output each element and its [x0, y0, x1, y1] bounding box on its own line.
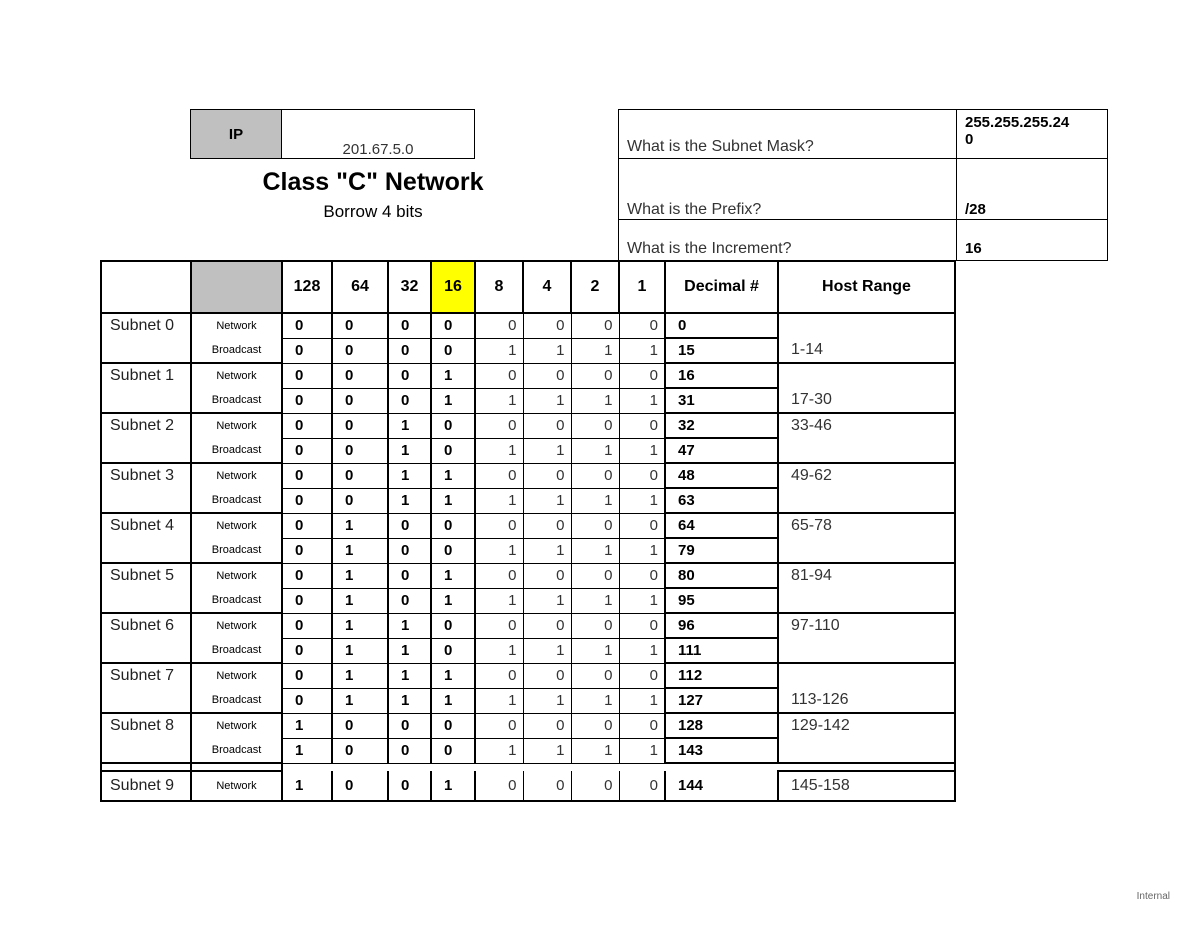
host-bit-cell: 1 [619, 688, 665, 713]
subnet-bit-cell: 1 [431, 663, 475, 688]
table-row-network [101, 313, 955, 338]
subnet-bit-cell: 0 [431, 513, 475, 538]
subnet-bit-cell: 0 [431, 313, 475, 338]
question-subnet-mask [619, 110, 1107, 159]
host-bit-cell: 0 [475, 513, 523, 538]
subnet-name-cell: Subnet 3 [101, 463, 191, 488]
subnet-bit-cell: 1 [388, 488, 431, 513]
subnet-name-cell [101, 438, 191, 463]
network-label: Network [191, 463, 282, 488]
decimal-cell: 15 [665, 338, 778, 363]
host-bit-cell: 0 [571, 663, 619, 688]
question-prefix [619, 159, 1107, 219]
subnet-bit-cell: 1 [282, 713, 332, 738]
decimal-cell: 80 [665, 563, 778, 588]
subnet-bit-cell: 0 [332, 438, 388, 463]
host-range-cell: 145-158 [778, 771, 955, 801]
answer-prefix: /28 [965, 201, 986, 218]
broadcast-label: Broadcast [191, 388, 282, 413]
answer-increment: 16 [965, 240, 982, 257]
host-range-cell: 113-126 [778, 688, 955, 713]
subnet-bit-cell: 0 [282, 538, 332, 563]
host-bit-cell: 0 [475, 413, 523, 438]
decimal-cell: 0 [665, 313, 778, 338]
subnet-bit-cell: 0 [388, 771, 431, 801]
host-bit-cell: 1 [619, 588, 665, 613]
host-bit-cell: 1 [475, 438, 523, 463]
subnet-bit-cell: 1 [332, 613, 388, 638]
host-range-cell [778, 363, 955, 388]
decimal-cell: 128 [665, 713, 778, 738]
subnet-bit-cell: 1 [388, 688, 431, 713]
host-bit-cell: 1 [571, 388, 619, 413]
subnet-bit-cell: 0 [388, 563, 431, 588]
ip-label: IP [190, 109, 282, 159]
subnet-name-cell [101, 388, 191, 413]
question-text: What is the Increment? [627, 240, 792, 257]
host-range-cell: 97-110 [778, 613, 955, 638]
decimal-cell: 16 [665, 363, 778, 388]
host-bit-cell: 1 [475, 538, 523, 563]
host-bit-cell: 0 [475, 771, 523, 801]
subnet-name-cell: Subnet 1 [101, 363, 191, 388]
spacer-cell [191, 763, 282, 771]
host-range-cell [778, 313, 955, 338]
decimal-cell: 48 [665, 463, 778, 488]
subnet-bit-cell: 0 [282, 663, 332, 688]
network-label: Network [191, 663, 282, 688]
decimal-cell: 144 [665, 771, 778, 801]
bit-header-64: 64 [332, 261, 388, 313]
question-increment [619, 220, 1107, 260]
subnet-bit-cell: 0 [431, 538, 475, 563]
subnet-bit-cell: 0 [431, 713, 475, 738]
decimal-cell: 64 [665, 513, 778, 538]
host-bit-cell: 0 [619, 563, 665, 588]
subnet-bit-cell: 0 [332, 713, 388, 738]
subnet-name-cell: Subnet 8 [101, 713, 191, 738]
subnet-bit-cell: 0 [431, 738, 475, 763]
table-row-network [101, 771, 955, 801]
network-label: Network [191, 313, 282, 338]
subnet-bit-cell: 1 [431, 488, 475, 513]
subnet-bit-cell: 1 [431, 563, 475, 588]
host-bit-cell: 0 [571, 463, 619, 488]
host-bit-cell: 1 [571, 588, 619, 613]
subnet-bit-cell: 0 [282, 488, 332, 513]
subnet-bit-cell: 0 [282, 588, 332, 613]
subnet-name-cell [101, 638, 191, 663]
host-bit-cell: 1 [571, 488, 619, 513]
host-bit-cell: 0 [523, 613, 571, 638]
subnet-bit-cell: 0 [332, 413, 388, 438]
table-row-broadcast [101, 588, 955, 613]
host-range-cell: 17-30 [778, 388, 955, 413]
questions-panel [618, 109, 1108, 261]
host-bit-cell: 0 [571, 613, 619, 638]
subnet-bit-cell: 0 [388, 363, 431, 388]
host-bit-cell: 0 [571, 713, 619, 738]
host-bit-cell: 1 [571, 688, 619, 713]
subnet-bit-cell: 1 [431, 588, 475, 613]
host-range-cell: 129-142 [778, 713, 955, 738]
subnet-bit-cell: 1 [388, 438, 431, 463]
subnet-bit-cell: 1 [431, 463, 475, 488]
subnet-bit-cell: 1 [431, 688, 475, 713]
host-bit-cell: 0 [475, 663, 523, 688]
broadcast-label: Broadcast [191, 488, 282, 513]
host-bit-cell: 1 [619, 638, 665, 663]
subnet-bit-cell: 0 [282, 338, 332, 363]
host-bit-cell: 0 [619, 413, 665, 438]
decimal-cell: 127 [665, 688, 778, 713]
host-bit-cell: 0 [475, 313, 523, 338]
network-label: Network [191, 563, 282, 588]
spacer-cell [101, 763, 191, 771]
host-bit-cell: 0 [571, 363, 619, 388]
spacer-cell [619, 763, 665, 771]
table-row-broadcast [101, 638, 955, 663]
table-row-network [101, 563, 955, 588]
host-bit-cell: 0 [523, 463, 571, 488]
table-row-network [101, 463, 955, 488]
spacer-cell [332, 763, 388, 771]
subnet-bit-cell: 1 [332, 588, 388, 613]
table-row-broadcast [101, 688, 955, 713]
subnet-name-cell: Subnet 2 [101, 413, 191, 438]
subnet-name-cell: Subnet 7 [101, 663, 191, 688]
subnet-bit-cell: 0 [431, 638, 475, 663]
question-text: What is the Prefix? [627, 201, 762, 218]
subnet-bit-cell: 1 [388, 413, 431, 438]
bit-header-32: 32 [388, 261, 431, 313]
decimal-cell: 96 [665, 613, 778, 638]
spacer-cell [282, 763, 332, 771]
host-bit-cell: 1 [619, 538, 665, 563]
host-range-cell: 49-62 [778, 463, 955, 488]
host-bit-cell: 1 [619, 488, 665, 513]
subnet-bit-cell: 0 [282, 438, 332, 463]
spacer-cell [778, 763, 955, 771]
table-row-broadcast [101, 488, 955, 513]
broadcast-label: Broadcast [191, 438, 282, 463]
table-row-network [101, 363, 955, 388]
host-bit-cell: 1 [475, 388, 523, 413]
subnet-bit-cell: 0 [388, 713, 431, 738]
broadcast-label: Broadcast [191, 588, 282, 613]
subnet-bit-cell: 0 [332, 463, 388, 488]
subnet-bit-cell: 0 [388, 538, 431, 563]
bit-header-128: 128 [282, 261, 332, 313]
network-label: Network [191, 513, 282, 538]
subnet-bit-cell: 0 [282, 563, 332, 588]
network-label: Network [191, 413, 282, 438]
subnet-bit-cell: 0 [431, 338, 475, 363]
host-bit-cell: 1 [523, 638, 571, 663]
host-bit-cell: 0 [523, 713, 571, 738]
host-bit-cell: 1 [523, 588, 571, 613]
subnet-bit-cell: 0 [388, 338, 431, 363]
subnet-name-cell: Subnet 0 [101, 313, 191, 338]
table-row-broadcast [101, 438, 955, 463]
subnet-bit-cell: 0 [282, 413, 332, 438]
host-bit-cell: 0 [475, 613, 523, 638]
host-bit-cell: 0 [571, 313, 619, 338]
host-bit-cell: 0 [571, 413, 619, 438]
host-range-cell [778, 588, 955, 613]
subnet-table [100, 260, 956, 802]
host-bit-cell: 0 [619, 771, 665, 801]
network-label: Network [191, 713, 282, 738]
decimal-cell: 47 [665, 438, 778, 463]
host-bit-cell: 0 [619, 663, 665, 688]
host-bit-cell: 0 [475, 363, 523, 388]
subnet-name-cell [101, 688, 191, 713]
subnet-bit-cell: 1 [431, 771, 475, 801]
subnet-bit-cell: 0 [282, 613, 332, 638]
subnet-bit-cell: 1 [388, 613, 431, 638]
ip-address-value: 201.67.5.0 [281, 109, 475, 159]
host-bit-cell: 0 [571, 513, 619, 538]
subnet-bit-cell: 0 [282, 463, 332, 488]
table-row-network [101, 413, 955, 438]
host-bit-cell: 1 [523, 538, 571, 563]
host-bit-cell: 1 [475, 638, 523, 663]
host-range-cell [778, 438, 955, 463]
broadcast-label: Broadcast [191, 638, 282, 663]
spacer-cell [665, 763, 778, 771]
subnet-bit-cell: 0 [332, 488, 388, 513]
subnet-bit-cell: 0 [332, 771, 388, 801]
subnet-bit-cell: 0 [388, 738, 431, 763]
host-range-cell [778, 638, 955, 663]
borrow-bits-subtitle: Borrow 4 bits [323, 202, 423, 221]
host-bit-cell: 1 [571, 638, 619, 663]
host-bit-cell: 1 [475, 338, 523, 363]
host-bit-cell: 0 [475, 463, 523, 488]
host-bit-cell: 1 [619, 438, 665, 463]
network-class-title: Class "C" Network [262, 168, 484, 196]
subnet-bit-cell: 1 [282, 771, 332, 801]
host-range-cell: 65-78 [778, 513, 955, 538]
host-bit-cell: 0 [619, 713, 665, 738]
host-bit-cell: 1 [571, 738, 619, 763]
host-bit-cell: 0 [523, 663, 571, 688]
host-bit-cell: 1 [619, 388, 665, 413]
decimal-cell: 32 [665, 413, 778, 438]
host-bit-cell: 1 [571, 438, 619, 463]
table-row-network [101, 513, 955, 538]
subnet-bit-cell: 0 [332, 338, 388, 363]
subnet-name-cell [101, 488, 191, 513]
subnet-bit-cell: 0 [388, 313, 431, 338]
decimal-cell: 63 [665, 488, 778, 513]
subnet-bit-cell: 1 [431, 388, 475, 413]
header-gray-cell [191, 261, 282, 313]
host-bit-cell: 0 [619, 313, 665, 338]
subnet-bit-cell: 0 [332, 363, 388, 388]
subnet-name-cell [101, 538, 191, 563]
subnet-bit-cell: 1 [388, 663, 431, 688]
network-label: Network [191, 613, 282, 638]
bit-header-8: 8 [475, 261, 523, 313]
decimal-cell: 111 [665, 638, 778, 663]
subnet-bit-cell: 0 [282, 513, 332, 538]
network-label: Network [191, 771, 282, 801]
host-range-cell [778, 488, 955, 513]
spacer-cell [475, 763, 523, 771]
host-bit-cell: 1 [475, 488, 523, 513]
host-range-cell [778, 738, 955, 763]
table-row-network [101, 713, 955, 738]
broadcast-label: Broadcast [191, 538, 282, 563]
subnet-name-cell [101, 338, 191, 363]
subnet-bit-cell: 0 [388, 513, 431, 538]
decimal-cell: 143 [665, 738, 778, 763]
answer-subnet-mask: 255.255.255.24 0 [965, 114, 1070, 148]
subnet-bit-cell: 0 [282, 313, 332, 338]
table-row-network [101, 613, 955, 638]
subnet-bit-cell: 1 [388, 463, 431, 488]
host-bit-cell: 0 [571, 771, 619, 801]
subnet-name-cell: Subnet 9 [101, 771, 191, 801]
host-bit-cell: 1 [523, 688, 571, 713]
decimal-header: Decimal # [665, 261, 778, 313]
subnet-bit-cell: 0 [332, 313, 388, 338]
host-bit-cell: 0 [523, 413, 571, 438]
host-range-cell: 33-46 [778, 413, 955, 438]
host-bit-cell: 1 [523, 738, 571, 763]
subnet-bit-cell: 0 [282, 388, 332, 413]
broadcast-label: Broadcast [191, 738, 282, 763]
bit-header-2: 2 [571, 261, 619, 313]
host-range-cell: 1-14 [778, 338, 955, 363]
host-range-cell [778, 663, 955, 688]
host-bit-cell: 1 [619, 738, 665, 763]
subnet-bit-cell: 1 [388, 638, 431, 663]
bit-header-4: 4 [523, 261, 571, 313]
subnet-bit-cell: 0 [282, 688, 332, 713]
host-bit-cell: 0 [523, 513, 571, 538]
table-row-broadcast [101, 388, 955, 413]
spacer-cell [388, 763, 431, 771]
subnet-name-cell: Subnet 6 [101, 613, 191, 638]
subnet-bit-cell: 1 [332, 538, 388, 563]
subnet-bit-cell: 0 [332, 738, 388, 763]
table-spacer-row [101, 763, 955, 771]
subnet-bit-cell: 0 [388, 588, 431, 613]
bit-header-16-highlighted: 16 [431, 261, 475, 313]
subnet-bit-cell: 1 [332, 563, 388, 588]
host-bit-cell: 1 [619, 338, 665, 363]
header-blank-cell [101, 261, 191, 313]
subnet-bit-cell: 0 [431, 413, 475, 438]
spacer-cell [431, 763, 475, 771]
subnet-bit-cell: 1 [332, 513, 388, 538]
table-row-network [101, 663, 955, 688]
host-bit-cell: 1 [475, 738, 523, 763]
subnet-bit-cell: 0 [282, 363, 332, 388]
header-row [101, 261, 955, 313]
host-bit-cell: 0 [571, 563, 619, 588]
host-bit-cell: 1 [475, 588, 523, 613]
bit-header-1: 1 [619, 261, 665, 313]
subnet-name-cell: Subnet 5 [101, 563, 191, 588]
host-bit-cell: 0 [523, 771, 571, 801]
host-bit-cell: 0 [619, 463, 665, 488]
subnet-bit-cell: 0 [332, 388, 388, 413]
host-bit-cell: 0 [619, 513, 665, 538]
host-bit-cell: 0 [619, 613, 665, 638]
decimal-cell: 95 [665, 588, 778, 613]
host-bit-cell: 1 [523, 338, 571, 363]
subnet-bit-cell: 1 [332, 663, 388, 688]
host-bit-cell: 0 [475, 713, 523, 738]
subnet-bit-cell: 0 [431, 613, 475, 638]
host-bit-cell: 1 [523, 388, 571, 413]
network-label: Network [191, 363, 282, 388]
table-row-broadcast [101, 338, 955, 363]
subnet-bit-cell: 1 [332, 638, 388, 663]
subnet-bit-cell: 1 [282, 738, 332, 763]
decimal-cell: 31 [665, 388, 778, 413]
subnet-bit-cell: 0 [431, 438, 475, 463]
subnet-name-cell: Subnet 4 [101, 513, 191, 538]
decimal-cell: 112 [665, 663, 778, 688]
host-bit-cell: 0 [523, 313, 571, 338]
host-bit-cell: 1 [523, 438, 571, 463]
host-bit-cell: 0 [619, 363, 665, 388]
table-row-broadcast [101, 538, 955, 563]
decimal-cell: 79 [665, 538, 778, 563]
broadcast-label: Broadcast [191, 338, 282, 363]
footer-note: Internal [1136, 891, 1170, 902]
spacer-cell [571, 763, 619, 771]
host-bit-cell: 0 [523, 563, 571, 588]
subnet-name-cell [101, 588, 191, 613]
subnet-bit-cell: 1 [332, 688, 388, 713]
subnet-name-cell [101, 738, 191, 763]
table-row-broadcast [101, 738, 955, 763]
host-range-cell [778, 538, 955, 563]
host-bit-cell: 1 [571, 538, 619, 563]
subnet-bit-cell: 0 [388, 388, 431, 413]
question-text: What is the Subnet Mask? [627, 138, 814, 155]
spacer-cell [523, 763, 571, 771]
host-bit-cell: 1 [523, 488, 571, 513]
host-bit-cell: 1 [475, 688, 523, 713]
subnet-bit-cell: 1 [431, 363, 475, 388]
host-range-header: Host Range [778, 261, 955, 313]
host-bit-cell: 1 [571, 338, 619, 363]
host-bit-cell: 0 [523, 363, 571, 388]
host-range-cell: 81-94 [778, 563, 955, 588]
subnet-bit-cell: 0 [282, 638, 332, 663]
broadcast-label: Broadcast [191, 688, 282, 713]
host-bit-cell: 0 [475, 563, 523, 588]
